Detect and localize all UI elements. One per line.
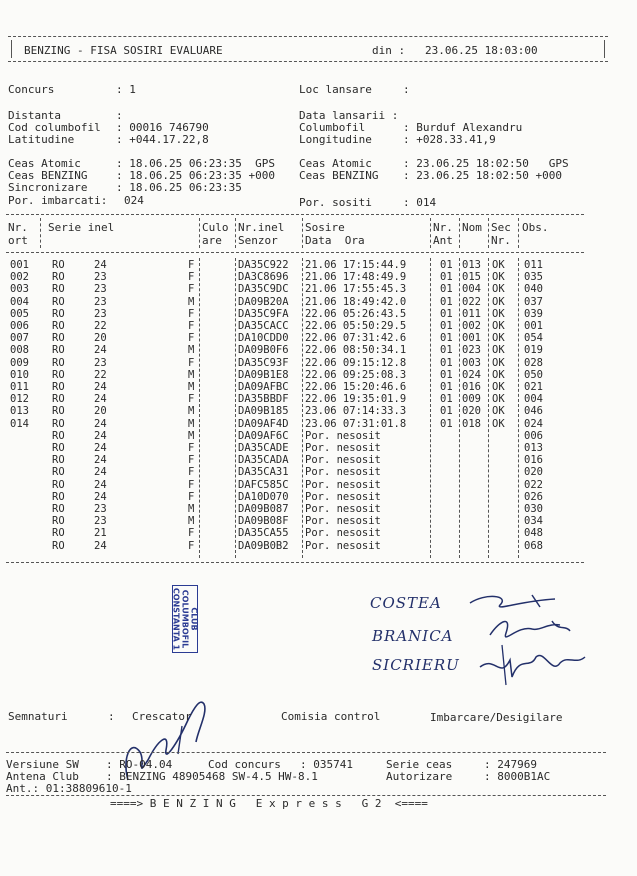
report-date-value: 23.06.25 18:03:00 [425,44,538,57]
ceas-atomic-value: : 18.06.25 06:23:35 GPS [116,157,275,170]
row-obs: 054 [524,332,543,345]
longitudine-label: Longitudine [299,133,372,146]
row-tara: RO [52,332,65,345]
row-sosire: Por. nesosit [305,478,381,491]
row-an: 24 [94,466,107,479]
row-senzor: DA35C9FA [238,307,289,320]
row-obs: 050 [524,368,543,381]
row-sec: OK [492,259,505,271]
row-tara: RO [52,478,65,491]
row-obs: 022 [524,478,543,491]
row-sex: F [188,466,195,479]
row-senzor: DAFC585C [238,478,289,491]
row-senzor: DA35C93F [238,356,289,369]
row-sex: M [188,515,195,528]
concurs-value: : 1 [116,83,136,96]
handwritten-name-1: COSTEA [370,594,442,612]
row-tara: RO [52,356,65,369]
row-sec: OK [492,381,505,393]
row-sosire: 22.06 07:31:42.6 [305,332,407,345]
row-sosire: 21.06 17:55:45.3 [305,283,407,296]
row-an: 24 [94,539,107,552]
distanta-label: Distanta [8,109,61,122]
brand-line: ====> B E N Z I N G E x p r e s s G 2 <==== [110,797,428,810]
row-nr: 007 [10,332,29,345]
row-sosire: 21.06 17:48:49.9 [305,271,407,284]
row-nr: 002 [10,271,29,284]
row-obs: 006 [524,429,543,442]
versiune-value: : RO-04.04 [106,758,173,771]
header-bottom-rule [8,61,608,62]
row-senzor: DA09B20A [238,295,289,308]
loc-lansare-value: : [403,83,410,96]
row-sex: F [188,332,195,345]
row-sec: OK [492,356,505,369]
row-sex: F [188,454,195,467]
antena-id: Ant.: 01:38809610-1 [6,782,132,795]
distanta-value: : [116,109,123,122]
row-obs: 040 [524,283,543,296]
row-obs: 024 [524,417,543,430]
row-tara: RO [52,368,65,381]
row-nr: 006 [10,320,29,332]
latitudine-value: : +044.17.22,8 [116,133,209,146]
sositi-value: : 014 [403,196,437,209]
row-sosire: Por. nesosit [305,515,381,528]
semnaturi-label: Semnaturi [8,710,68,723]
row-obs: 001 [524,320,543,332]
row-obs: 021 [524,381,543,393]
imbarcati-value: 024 [124,194,144,207]
row-sex: M [188,381,195,393]
sincronizare-label: Sincronizare [8,181,88,194]
row-sosire: 21.06 18:49:42.0 [305,295,407,308]
row-sec: OK [492,344,505,357]
row-sosire: Por. nesosit [305,429,381,442]
row-nr: 003 [10,283,29,296]
row-nr: 010 [10,368,29,381]
row-tara: RO [52,295,65,308]
col-sep [488,258,489,558]
row-ant: 01 [440,368,453,381]
row-ant: 01 [440,405,453,418]
col-sep [199,258,200,558]
row-tara: RO [52,490,65,503]
row-tara: RO [52,539,65,552]
row-sec: OK [492,271,505,284]
crescator-label: Crescator [132,710,192,723]
row-an: 20 [94,405,107,418]
footer-bottom-rule [6,795,606,796]
row-nr: 014 [10,417,29,430]
row-obs: 048 [524,527,543,540]
serie-ceas-label: Serie ceas [386,758,453,771]
row-sex: F [188,490,195,503]
th-ort: ort [8,234,28,247]
row-nom: 001 [462,332,481,345]
imbarcare-label: Imbarcare/Desigilare [430,711,563,724]
row-sex: F [188,259,195,271]
th-sec-nr: Nr. [491,234,511,247]
th-sosire: Sosire [305,221,345,234]
loc-lansare-label: Loc lansare [299,83,372,96]
comisia-control-label: Comisia control [281,710,381,723]
row-an: 24 [94,429,107,442]
row-nom: 015 [462,271,481,284]
col-sep [302,258,303,558]
columbofil-label: Columbofil [299,121,366,134]
row-senzor: DA35CA31 [238,466,289,479]
row-sex: F [188,283,195,296]
row-sosire: 22.06 09:15:12.8 [305,356,407,369]
row-an: 23 [94,283,107,296]
row-senzor: DA35C922 [238,259,289,271]
row-sex: M [188,405,195,418]
versiune-label: Versiune SW [6,758,79,771]
col-sep [235,258,236,558]
row-ant: 01 [440,259,453,271]
row-an: 24 [94,259,107,271]
row-nom: 016 [462,381,481,393]
th-obs: Obs. [522,221,549,234]
row-obs: 011 [524,259,543,271]
row-an: 22 [94,368,107,381]
row-an: 24 [94,393,107,406]
row-ant: 01 [440,320,453,332]
row-nom: 020 [462,405,481,418]
row-ant: 01 [440,271,453,284]
th-nom: Nom [462,221,482,234]
row-senzor: DA09B087 [238,503,289,515]
row-tara: RO [52,393,65,406]
row-sec: OK [492,320,505,332]
th-senzor: Senzor [238,234,278,247]
row-obs: 035 [524,271,543,284]
row-sosire: Por. nesosit [305,454,381,467]
row-ant: 01 [440,381,453,393]
row-senzor: DA09AF6C [238,429,289,442]
header-top-rule [8,36,608,37]
cod-concurs-label: Cod concurs [208,758,281,771]
row-nr: 005 [10,307,29,320]
row-sosire: Por. nesosit [305,442,381,454]
row-an: 24 [94,442,107,454]
col-sep [430,218,431,248]
row-sosire: Por. nesosit [305,466,381,479]
row-tara: RO [52,381,65,393]
row-sosire: Por. nesosit [305,490,381,503]
th-serie-inel: Serie inel [48,221,115,234]
row-nr: 009 [10,356,29,369]
row-sosire: 21.06 17:15:44.9 [305,259,407,271]
signature-commission [440,585,590,690]
row-sex: M [188,344,195,357]
table-bottom-rule [6,562,584,563]
row-sosire: 23.06 07:14:33.3 [305,405,407,418]
row-sosire: 23.06 07:31:01.8 [305,417,407,430]
row-senzor: DA09B0F6 [238,344,289,357]
row-sec: OK [492,417,505,430]
ceas-benzing-value: : 18.06.25 06:23:35 +000 [116,169,275,182]
row-senzor: DA10D070 [238,490,289,503]
latitudine-label: Latitudine [8,133,75,146]
row-sex: M [188,417,195,430]
col-sep [459,218,460,248]
row-obs: 037 [524,295,543,308]
row-sec: OK [492,393,505,406]
row-sosire: 22.06 19:35:01.9 [305,393,407,406]
row-tara: RO [52,527,65,540]
cod-columbofil-label: Cod columbofil [8,121,101,134]
row-nom: 022 [462,295,481,308]
th-culo: Culo [202,221,229,234]
th-data-ora: Data Ora [305,234,365,247]
row-sex: F [188,320,195,332]
row-obs: 046 [524,405,543,418]
row-an: 24 [94,454,107,467]
row-sex: M [188,429,195,442]
row-sosire: Por. nesosit [305,539,381,552]
row-nr: 013 [10,405,29,418]
row-nom: 009 [462,393,481,406]
row-senzor: DA09B1E8 [238,368,289,381]
row-senzor: DA35CADA [238,454,289,467]
row-tara: RO [52,503,65,515]
row-ant: 01 [440,283,453,296]
row-ant: 01 [440,356,453,369]
row-tara: RO [52,442,65,454]
row-tara: RO [52,344,65,357]
row-senzor: DA09B08F [238,515,289,528]
th-nr-ant: Nr. [433,221,453,234]
row-nom: 004 [462,283,481,296]
row-sex: F [188,478,195,491]
row-an: 22 [94,320,107,332]
col-sep [518,218,519,248]
row-obs: 004 [524,393,543,406]
row-senzor: DA35CACC [238,320,289,332]
row-sec: OK [492,307,505,320]
row-sosire: 22.06 05:50:29.5 [305,320,407,332]
ceas-benzing-final-value: : 23.06.25 18:02:50 +000 [403,169,562,182]
sincronizare-value: : 18.06.25 06:23:35 [116,181,242,194]
row-sec: OK [492,332,505,345]
row-nom: 013 [462,259,481,271]
row-sosire: 22.06 08:50:34.1 [305,344,407,357]
row-sex: M [188,368,195,381]
row-senzor: DA09B185 [238,405,289,418]
row-an: 23 [94,356,107,369]
col-sep [40,218,41,248]
col-sep [302,218,303,248]
row-sex: F [188,539,195,552]
row-an: 24 [94,417,107,430]
row-senzor: DA35CADE [238,442,289,454]
row-tara: RO [52,466,65,479]
table-header-rule [6,252,584,253]
row-sex: F [188,442,195,454]
row-obs: 034 [524,515,543,528]
row-obs: 068 [524,539,543,552]
header-right-border [604,40,605,58]
row-ant: 01 [440,307,453,320]
row-an: 24 [94,478,107,491]
row-an: 23 [94,295,107,308]
row-sosire: 22.06 15:20:46.6 [305,381,407,393]
row-nom: 011 [462,307,481,320]
row-sosire: 22.06 09:25:08.3 [305,368,407,381]
row-ant: 01 [440,295,453,308]
row-sex: F [188,527,195,540]
row-sec: OK [492,405,505,418]
row-obs: 019 [524,344,543,357]
row-tara: RO [52,271,65,284]
row-ant: 01 [440,393,453,406]
row-sosire: 22.06 05:26:43.5 [305,307,407,320]
th-nr: Nr. [8,221,28,234]
row-sec: OK [492,295,505,308]
row-nr: 008 [10,344,29,357]
row-tara: RO [52,515,65,528]
row-nr: 012 [10,393,29,406]
row-tara: RO [52,429,65,442]
row-tara: RO [52,283,65,296]
row-sosire: Por. nesosit [305,527,381,540]
row-tara: RO [52,405,65,418]
row-nom: 024 [462,368,481,381]
row-senzor: DA3C8696 [238,271,289,284]
row-sex: M [188,295,195,308]
col-sep [430,258,431,558]
ceas-atomic-final-label: Ceas Atomic [299,157,372,170]
row-ant: 01 [440,344,453,357]
ceas-benzing-label: Ceas BENZING [8,169,88,182]
table-top-rule [6,214,584,215]
handwritten-name-3: SICRIERU [372,656,460,674]
report-date-label: din : [372,44,406,57]
cod-columbofil-value: : 00016 746790 [116,121,209,134]
row-senzor: DA35CA55 [238,527,289,540]
row-an: 24 [94,490,107,503]
row-nom: 023 [462,344,481,357]
row-sec: OK [492,283,505,296]
row-sosire: Por. nesosit [305,503,381,515]
ceas-benzing-final-label: Ceas BENZING [299,169,379,182]
row-nr: 001 [10,259,29,271]
col-sep [488,218,489,248]
ceas-atomic-label: Ceas Atomic [8,157,81,170]
row-senzor: DA09AF4D [238,417,289,430]
row-sex: F [188,356,195,369]
row-nom: 003 [462,356,481,369]
footer-top-rule [6,752,606,753]
row-nom: 018 [462,417,481,430]
row-an: 23 [94,503,107,515]
row-nom: 002 [462,320,481,332]
columbofil-value: : Burduf Alexandru [403,121,523,134]
row-tara: RO [52,307,65,320]
col-sep [235,218,236,248]
data-lansarii-label: Data lansarii : [299,109,399,122]
row-tara: RO [52,454,65,467]
ceas-atomic-final-value: : 23.06.25 18:02:50 GPS [403,157,569,170]
autorizare-value: : 8000B1AC [484,770,551,783]
header-left-border [11,40,12,58]
th-nr-inel: Nr.inel [238,221,285,234]
row-an: 23 [94,307,107,320]
semnaturi-value: : [108,710,115,723]
row-an: 24 [94,381,107,393]
row-obs: 028 [524,356,543,369]
row-sex: F [188,307,195,320]
row-sex: F [188,393,195,406]
col-sep [459,258,460,558]
th-sec: Sec [491,221,511,234]
row-obs: 013 [524,442,543,454]
row-nr: 011 [10,381,29,393]
concurs-label: Concurs [8,83,55,96]
row-senzor: DA35BBDF [238,393,289,406]
row-senzor: DA09B0B2 [238,539,289,552]
row-an: 23 [94,515,107,528]
row-ant: 01 [440,417,453,430]
col-sep [518,258,519,558]
row-obs: 016 [524,454,543,467]
row-obs: 020 [524,466,543,479]
row-an: 24 [94,344,107,357]
antena-value: : BENZING 48905468 SW-4.5 HW-8.1 [106,770,318,783]
th-ant: Ant [433,234,453,247]
col-sep [199,218,200,248]
autorizare-label: Autorizare [386,770,453,783]
row-tara: RO [52,417,65,430]
cod-concurs-value: : 035741 [300,758,353,771]
row-nr: 004 [10,295,29,308]
handwritten-name-2: BRANICA [372,627,454,645]
serie-ceas-value: : 247969 [484,758,537,771]
row-tara: RO [52,259,65,271]
th-are: are [202,234,222,247]
row-an: 20 [94,332,107,345]
row-senzor: DA35C9DC [238,283,289,296]
sositi-label: Por. sositi [299,196,372,209]
row-sec: OK [492,368,505,381]
row-an: 21 [94,527,107,540]
row-obs: 039 [524,307,543,320]
row-ant: 01 [440,332,453,345]
imbarcati-label: Por. imbarcati: [8,194,108,207]
row-senzor: DA10CDD0 [238,332,289,345]
club-stamp-text: CLUB COLUMBOFIL CONSTANTA 1 [171,587,199,651]
report-title: BENZING - FISA SOSIRI EVALUARE [24,44,223,57]
longitudine-value: : +028.33.41,9 [403,133,496,146]
row-senzor: DA09AFBC [238,381,289,393]
row-tara: RO [52,320,65,332]
antena-label: Antena Club [6,770,79,783]
row-an: 23 [94,271,107,284]
club-stamp [172,585,198,653]
row-sex: F [188,271,195,284]
row-obs: 030 [524,503,543,515]
row-obs: 026 [524,490,543,503]
row-sex: M [188,503,195,515]
